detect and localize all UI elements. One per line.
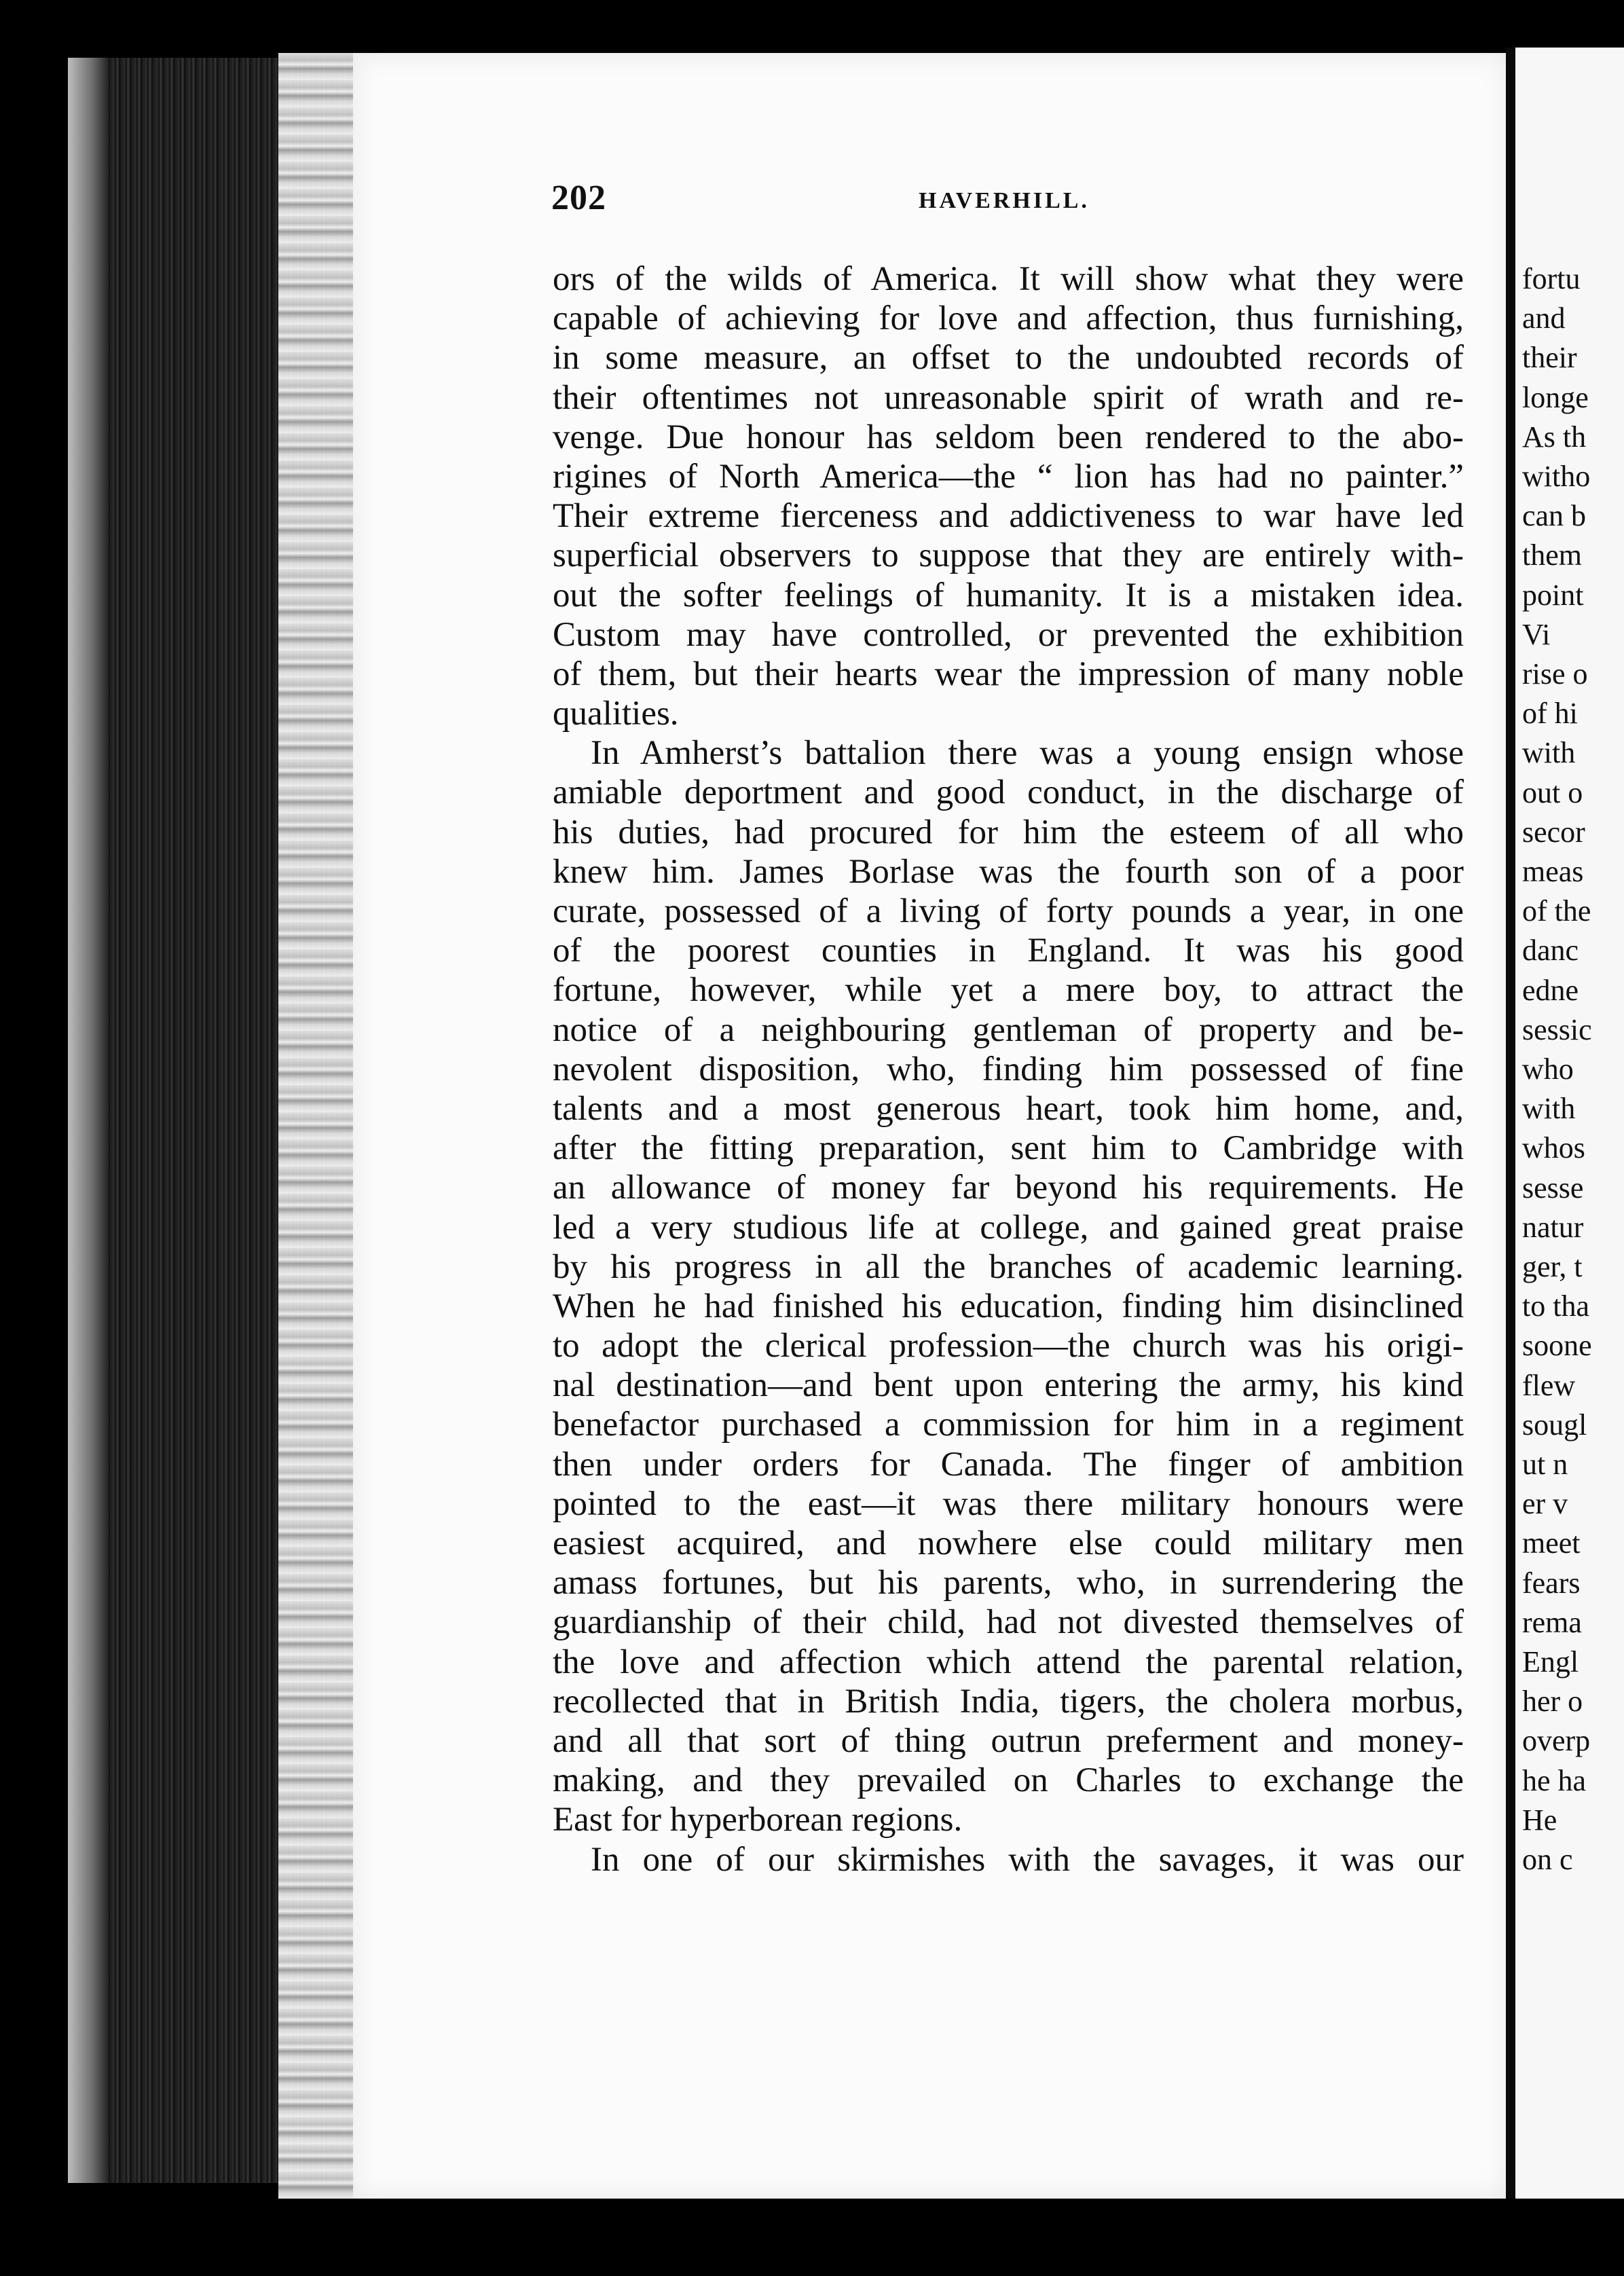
right-page-fragment: overp	[1522, 1724, 1591, 1758]
text-line: curate, possessed of a living of forty pounds a year, in one	[553, 892, 1464, 930]
text-line: In one of our skirmishes with the savages, it was our	[591, 1840, 1464, 1879]
text-line: notice of a neighbouring gentleman of property and be-	[553, 1010, 1464, 1049]
text-line: recollected that in British India, tigers, the cholera morbus,	[553, 1682, 1464, 1721]
book-gutter	[1506, 48, 1515, 2207]
text-line: of the poorest counties in England. It was his good	[553, 932, 1464, 970]
text-line: in some measure, an offset to the undoubted records of	[553, 339, 1464, 378]
running-head: HAVERHILL.	[919, 188, 1090, 213]
text-line: to adopt the clerical profession—the church was his origi-	[553, 1327, 1464, 1365]
right-page-fragment: fortu	[1522, 262, 1581, 295]
right-page-fragment: and	[1522, 301, 1566, 335]
right-page-fragment: secor	[1522, 815, 1585, 849]
right-page-fragment: fears	[1522, 1566, 1581, 1600]
right-page-fragment: witho	[1522, 460, 1591, 493]
right-page-fragment: He	[1522, 1803, 1557, 1837]
right-page-fragment: who	[1522, 1052, 1574, 1086]
right-page-fragment: soone	[1522, 1329, 1592, 1363]
text-line: guardianship of their child, had not divested themselves of	[553, 1603, 1464, 1642]
text-line: benefactor purchased a commission for him in a regiment	[553, 1406, 1464, 1444]
right-page-fragment: of hi	[1522, 697, 1578, 731]
text-line: superficial observers to suppose that they are entirely with-	[553, 536, 1464, 575]
right-page-fragment: sougl	[1522, 1408, 1587, 1442]
text-line: his duties, had procured for him the esteem of all who	[553, 813, 1464, 851]
right-page-fragment: with	[1522, 1092, 1576, 1126]
text-line: When he had finished his education, finding him disinclined	[553, 1287, 1464, 1325]
text-line: ors of the wilds of America. It will show what they were	[553, 260, 1464, 298]
text-line: an allowance of money far beyond his requirements. He	[553, 1169, 1464, 1207]
right-page-fragment: rise o	[1522, 657, 1588, 691]
text-line: and all that sort of thing outrun preferment and money-	[553, 1721, 1464, 1760]
text-line: rigines of North America—the “ lion has had no painter.”	[553, 457, 1464, 496]
book-binding-shadow	[68, 58, 109, 2183]
right-page-fragment: er v	[1522, 1487, 1568, 1521]
right-page-fragment: he ha	[1522, 1763, 1587, 1797]
right-page-fragment: flew	[1522, 1368, 1576, 1402]
right-page-fragment: them	[1522, 538, 1582, 572]
right-page-fragment: out o	[1522, 775, 1583, 809]
right-page-fragment: ger, t	[1522, 1250, 1583, 1283]
right-page-fragment: sessic	[1522, 1012, 1592, 1046]
page-number: 202	[551, 179, 606, 217]
right-page-fragment: on c	[1522, 1843, 1573, 1876]
text-line: nal destination—and bent upon entering the army, his kind	[553, 1366, 1464, 1405]
body-text	[553, 259, 1464, 1879]
right-page-fragment: Engl	[1522, 1645, 1579, 1678]
right-page-fragment: their	[1522, 341, 1577, 375]
text-line: fortune, however, while yet a mere boy, to attract the	[553, 971, 1464, 1010]
right-page-fragment: rema	[1522, 1605, 1582, 1639]
text-line: nevolent disposition, who, finding him possessed of fine	[553, 1050, 1464, 1088]
text-line: Custom may have controlled, or prevented the exhibition	[553, 615, 1464, 654]
right-page-fragment: longe	[1522, 380, 1589, 414]
text-line: qualities.	[553, 695, 679, 733]
text-line: amiable deportment and good conduct, in the discharge of	[553, 773, 1464, 812]
right-page-fragment: sesse	[1522, 1171, 1584, 1205]
text-line: talents and a most generous heart, took him home, and,	[553, 1089, 1464, 1128]
right-page-fragment: As th	[1522, 420, 1587, 454]
text-line: the love and affection which attend the parental relation,	[553, 1642, 1464, 1681]
scan-border-bottom	[0, 2199, 1624, 2276]
right-page-fragment: can b	[1522, 499, 1587, 533]
right-page-fragment: whos	[1522, 1131, 1585, 1165]
right-page-fragment: ut n	[1522, 1448, 1568, 1481]
text-line: East for hyperborean regions.	[553, 1801, 963, 1839]
text-line: amass fortunes, but his parents, who, in surrendering the	[553, 1564, 1464, 1602]
text-line: capable of achieving for love and affection, thus furnishing,	[553, 299, 1464, 338]
right-page-fragment: meet	[1522, 1526, 1581, 1560]
right-page-fragment: danc	[1522, 934, 1579, 968]
book-page-right	[1515, 48, 1624, 2200]
text-line: after the fitting preparation, sent him to Cambridge with	[553, 1129, 1464, 1168]
right-page-fragment: to tha	[1522, 1289, 1589, 1323]
text-line: of them, but their hearts wear the impression of many noble	[553, 655, 1464, 693]
text-line: by his progress in all the branches of academic learning.	[553, 1247, 1464, 1286]
text-line: led a very studious life at college, and gained great praise	[553, 1208, 1464, 1247]
text-line: out the softer feelings of humanity. It is a mistaken idea.	[553, 576, 1464, 614]
text-line: making, and they prevailed on Charles to exchange the	[553, 1761, 1464, 1800]
text-line: venge. Due honour has seldom been rendered to the abo-	[553, 418, 1464, 456]
text-line: their oftentimes not unreasonable spirit of wrath and re-	[553, 378, 1464, 417]
text-line: then under orders for Canada. The finger of ambition	[553, 1445, 1464, 1484]
right-page-fragment: natur	[1522, 1210, 1584, 1244]
right-page-fragment: meas	[1522, 855, 1584, 888]
right-page-fragment: edne	[1522, 973, 1579, 1007]
text-line: knew him. James Borlase was the fourth son of a poor	[553, 852, 1464, 891]
right-page-fragment: with	[1522, 736, 1576, 770]
text-line: easiest acquired, and nowhere else could military men	[553, 1524, 1464, 1562]
text-line: Their extreme fierceness and addictiveness to war have led	[553, 497, 1464, 536]
text-line: In Amherst’s battalion there was a young ensign whose	[591, 734, 1464, 773]
right-page-fragment: point	[1522, 578, 1584, 612]
right-page-fragment: her o	[1522, 1685, 1583, 1719]
right-page-fragment: of the	[1522, 894, 1591, 928]
text-line: pointed to the east—it was there military honours were	[553, 1484, 1464, 1523]
right-page-fragment: Vi	[1522, 617, 1551, 651]
